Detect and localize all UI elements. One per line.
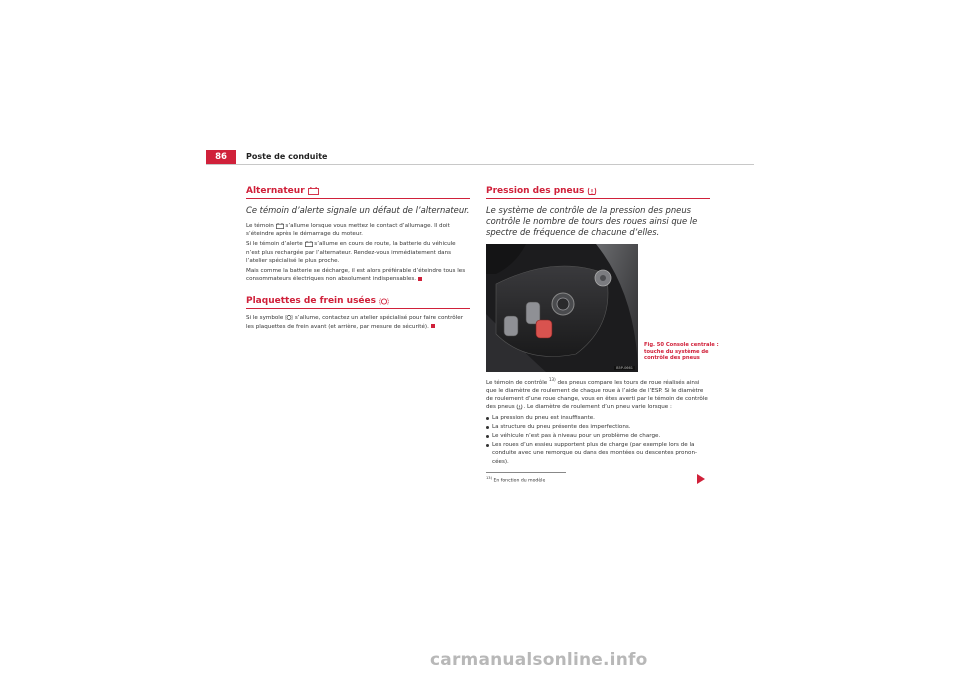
figure-caption-text: Console centrale : touche du système de contrôle des pneus [644,342,719,362]
brake-pad-icon [379,297,389,306]
figure-code: B5P-0661 [616,366,633,370]
brakes-heading [246,296,470,309]
watermark: carmanualsonline.info [430,650,648,670]
alternator-p1-start: Le témoin [246,223,274,229]
battery-icon [305,241,313,247]
alternator-paragraph-1 [246,222,470,238]
list-item: La structure du pneu présente des imperfections. [486,423,710,431]
figure-label: Fig. 50 [644,342,665,348]
battery-icon [276,223,284,229]
section-end-icon [418,277,422,281]
alternator-title: Alternateur [246,186,305,196]
footnote-divider [486,472,566,473]
tyre-p1-middle: des pneus compare les tours de roue réalisés ainsi que le diamètre de roulement de chaque roue à l’aide de l’ESP. Si le diamètre de roulement d’une roue change, vous en êtes averti par le témoin de contrôle des pneus [486,379,708,411]
alternator-p2-start: Si le témoin d’alerte [246,241,303,248]
alternator-subtitle: Ce témoin d’alerte signale un défaut de l’alternateur. [246,205,470,215]
alternator-p1-end: s’allume lorsque vous mettez le contact d’allumage. Il doit s’éteindre après le démarrage du moteur. [246,223,450,238]
page-number-text: 86 [215,152,227,162]
list-item: La pression du pneu est insuffisante. [486,414,710,422]
brake-pad-icon [285,314,293,321]
console-photo [486,244,638,372]
footnote-number: 13) [486,475,492,480]
alternator-paragraph-2 [246,240,470,265]
footnote-text: En fonction du modèle [493,478,546,484]
tyre-p1-start: Le témoin de contrôle [486,379,548,386]
tyre-conditions-list [486,414,710,466]
continue-arrow-icon [697,474,705,484]
running-header: Poste de conduite [246,152,328,161]
tyre-paragraph-1 [486,376,710,412]
alternator-p3-text: Mais comme la batterie se décharge, il est alors préférable d’éteindre tous les consommateurs électriques non absolument indispensables. [246,268,466,283]
right-column [486,186,719,484]
footnote-reference: 13) [549,377,556,382]
tyre-pressure-subtitle: Le système de contrôle de la pression des pneus contrôle le nombre de tours des roues ainsi que le spectre de fréquence de chacune d’elles. [486,205,698,237]
figure-block [486,244,719,374]
brakes-p1-start: Si le symbole [246,315,284,322]
tyre-pressure-title: Pression des pneus [486,186,585,196]
list-item: Le véhicule n’est pas à niveau pour un problème de charge. [486,432,710,440]
section-end-icon [431,324,435,328]
tyre-p1-end: . Le diamètre de roulement d’un pneu varie lorsque : [523,404,672,411]
tyre-pressure-icon [587,187,597,196]
list-item: Les roues d’un essieu supportent plus de charge (par exemple lors de la conduite avec une remorque ou dans des montées ou descentes pronon-cées). [486,441,710,466]
alternator-heading [246,186,470,199]
brakes-title: Plaquettes de frein usées [246,296,376,307]
battery-icon [308,187,319,195]
page-number [206,150,236,164]
brakes-paragraph [246,314,470,330]
alternator-paragraph-3 [246,267,470,283]
figure-caption [644,342,724,362]
header-divider [206,164,754,165]
tyre-pressure-heading [486,186,710,199]
left-column [246,186,470,333]
brakes-p1-end: s’allume, contactez un atelier spécialisé pour faire contrôler les plaquettes de frein avant (et arrière, par mesure de sécurité). [246,315,464,330]
console-illustration [486,244,638,372]
footnote [486,476,710,484]
alternator-p2-end: s’allume en cours de route, la batterie du véhicule n’est plus rechargée par l’alternateur. Rendez-vous immédiatement dans l’atelier spécialisé le plus proche. [246,241,456,264]
